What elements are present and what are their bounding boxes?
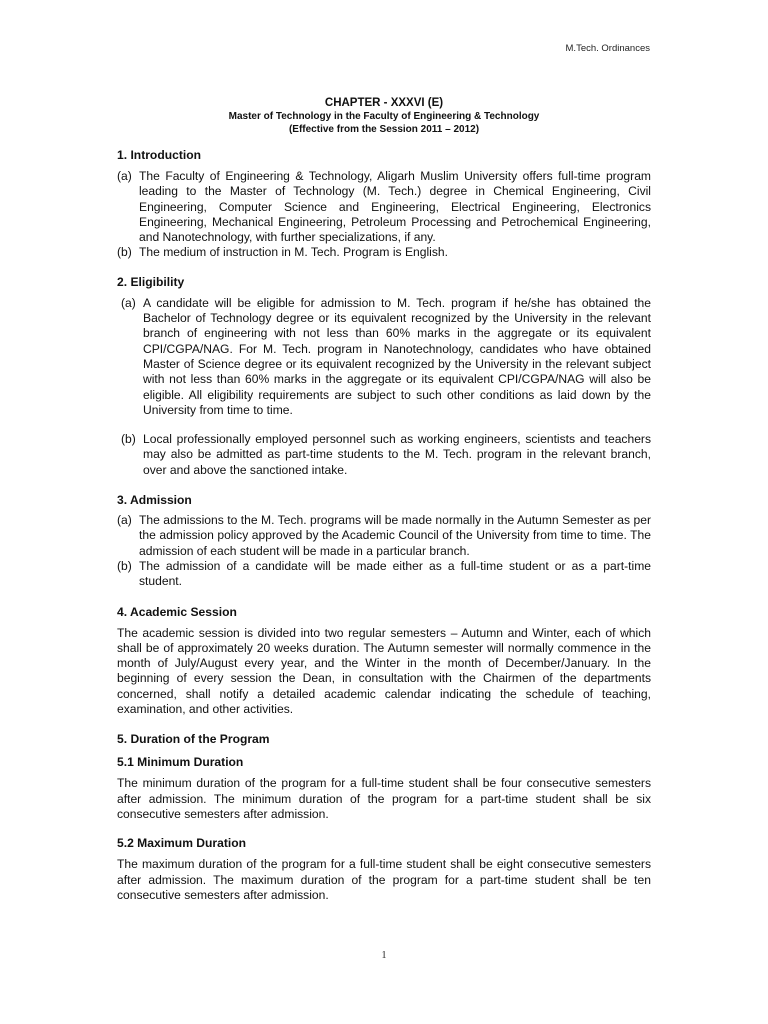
list-item — [117, 296, 651, 418]
item-text: The admission of a candidate will be made either as a full-time student or as a part-time student. — [139, 558, 651, 589]
subsection-heading-minimum-duration: 5.1 Minimum Duration — [117, 755, 244, 770]
item-text: The admissions to the M. Tech. programs will be made normally in the Autumn Semester as per the admission policy approved by the Academic Council of the University from time to time. The admission of each student will be made in a particular branch. — [139, 513, 651, 558]
list-item — [117, 513, 651, 559]
subsection-heading-maximum-duration: 5.2 Maximum Duration — [117, 836, 247, 851]
item-label: (a) — [117, 513, 132, 528]
paragraph: The academic session is divided into two regular semesters – Autumn and Winter, each of which shall be of approximately 20 weeks duration. The Autumn semester will normally commence in the month of July/August every year, and the Winter in the month of December/January. In the beginning of every session the Dean, in consultation with the Chairmen of the departments concerned, shall notify a detailed academic calendar indicating the schedule of teaching, examination, and other activities. — [117, 625, 651, 717]
item-text: Local professionally employed personnel such as working engineers, scientists and teachers may also be admitted as part-time students to the M. Tech. program in the relevant branch, over and above the sanctioned intake. — [143, 432, 651, 477]
paragraph: The maximum duration of the program for a full-time student shall be eight consecutive semesters after admission. The maximum duration of the program for a part-time student shall be ten consecutive semesters after admission. — [117, 857, 651, 902]
item-text: The Faculty of Engineering & Technology, Aligarh Muslim University offers full-time program leading to the Master of Technology (M. Tech.) degree in Chemical Engineering, Civil Engineering, Computer Science and Engineering, Electrical Engineering, Electronics Engineering, Mechanical Engineering, Petroleum Processing and Petrochemical Engineering, and Nanotechnology, with further specializations, if any. — [139, 169, 651, 245]
item-label: (b) — [117, 558, 132, 573]
section-heading-eligibility: 2. Eligibility — [117, 274, 185, 289]
chapter-title: CHAPTER - XXXVI (E) — [324, 97, 444, 109]
section-heading-admission: 3. Admission — [117, 493, 192, 508]
item-label: (a) — [117, 169, 132, 183]
list-item — [117, 245, 651, 260]
item-label: (b) — [121, 432, 136, 447]
list-item — [117, 432, 651, 478]
page-number: 1 — [381, 950, 387, 961]
list-item — [117, 169, 651, 245]
list-item — [117, 559, 651, 590]
item-label: (a) — [121, 295, 136, 310]
chapter-effective: (Effective from the Session 2011 – 2012) — [288, 124, 480, 135]
section-heading-introduction: 1. Introduction — [117, 148, 201, 162]
running-header: M.Tech. Ordinances — [565, 43, 650, 54]
item-label: (b) — [117, 245, 132, 260]
section-heading-duration: 5. Duration of the Program — [117, 732, 270, 747]
chapter-subtitle: Master of Technology in the Faculty of Engineering & Technology — [228, 111, 540, 122]
section-heading-academic-session: 4. Academic Session — [117, 604, 237, 619]
paragraph: The minimum duration of the program for a full-time student shall be four consecutive semesters after admission. The minimum duration of the program for a part-time student shall be six consecutive semesters after admission. — [117, 776, 651, 821]
item-text: A candidate will be eligible for admission to M. Tech. program if he/she has obtained the Bachelor of Technology degree or its equivalent recognized by the University in the relevant branch of engineering with not less than 60% marks in the aggregate or its equivalent CPI/CGPA/NAG. For M. Tech. program in Nanotechnology, candidates who have obtained Master of Science degree or its equivalent recognized by the University in the relevant subject with not less than 60% marks in the aggregate or its equivalent CPI/CGPA/NAG will also be eligible. All eligibility requirements are subject to such other conditions as laid down by the University from time to time. — [143, 295, 651, 417]
document-body — [117, 96, 651, 903]
item-text: The medium of instruction in M. Tech. Program is English. — [139, 245, 448, 260]
